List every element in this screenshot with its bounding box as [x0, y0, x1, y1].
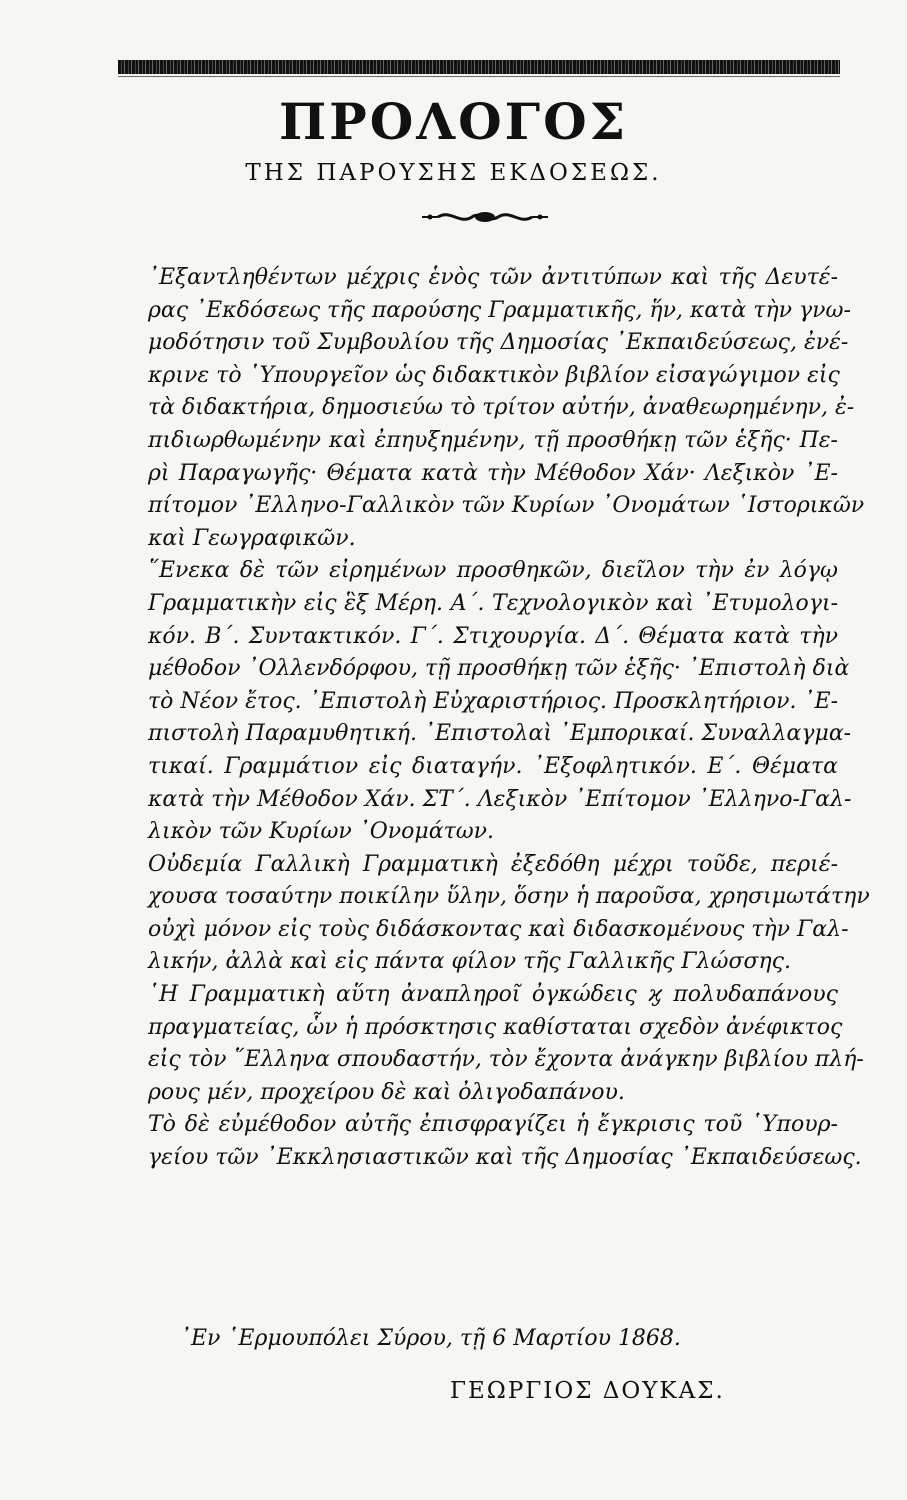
text-line: εἰς τὸν ῞Ελληνα σπουδαστήν, τὸν ἔχοντα ἀνάγκην βιβλίου πλή- [148, 1047, 864, 1073]
paragraph [148, 262, 865, 555]
text-line: κόν. Β΄. Συντακτικόν. Γ΄. Στιχουργία. Δ΄. Θέματα κατὰ τὴν [148, 623, 838, 649]
text-line: τὰ διδακτήρια, δημοσιεύω τὸ τρίτον αὐτήν, ἀναθεωρημένην, ἐ- [148, 395, 855, 421]
text-line: ῞Ενεκα δὲ τῶν εἰρημένων προσθηκῶν, διεῖλον τὴν ἐν λόγῳ [148, 558, 838, 584]
text-line: πιστολὴ Παραμυθητική. ᾿Επιστολαὶ ᾿Εμπορικαί. Συναλλαγμα- [148, 721, 852, 747]
text-line: ᾿Εξαντληθέντων μέχρις ἑνὸς τῶν ἀντιτύπων καὶ τῆς Δευτέ- [148, 265, 838, 290]
text-line: ρους μέν, προχείρου δὲ καὶ ὀλιγοδαπάνου. [148, 1079, 625, 1105]
paragraph [148, 849, 870, 979]
text-line: ρας ᾿Εκδόσεως τῆς παρούσης Γραμματικῆς, ἥν, κατὰ τὴν γνω- [148, 297, 851, 323]
text-line: Γραμματικὴν εἰς ἓξ Μέρη. Α΄. Τεχνολογικὸν καὶ ᾿Ετυμολογι- [148, 590, 838, 616]
paragraph [148, 555, 852, 848]
paragraph [148, 979, 864, 1109]
preface-body [148, 262, 870, 1175]
text-line: μοδότησιν τοῦ Συμβουλίου τῆς Δημοσίας ᾿Εκπαιδεύσεως, ἐνέ- [148, 330, 849, 356]
text-line: μέθοδον ᾿Ολλενδόρφου, τῇ προσθήκῃ τῶν ἑξῆς· ᾿Επιστολὴ διὰ [148, 656, 850, 682]
text-line: λικήν, ἀλλὰ καὶ εἰς πάντα φίλον τῆς Γαλλικῆς Γλώσσης. [148, 949, 791, 975]
page-title: ΠΡΟΛΟΓΟΣ [278, 92, 629, 151]
text-line: τὸ Νέον ἔτος. ᾿Επιστολὴ Εὐχαριστήριος. Προσκλητήριον. ᾿Ε- [148, 688, 838, 714]
text-line: κρινε τὸ ῾Υπουργεῖον ὡς διδακτικὸν βιβλίον εἰσαγώγιμον εἰς [148, 362, 840, 388]
text-line: πίτομον ᾿Ελληνο-Γαλλικὸν τῶν Κυρίων ᾿Ονομάτων ῾Ιστορικῶν [148, 493, 865, 519]
text-line: ρὶ Παραγωγῆς· Θέματα κατὰ τὴν Μέθοδον Χάν· Λεξικὸν ᾿Ε- [148, 460, 838, 486]
page-subtitle: ΤΗΣ ΠΑΡΟΥΣΗΣ ΕΚΔΟΣΕΩΣ. [245, 160, 662, 186]
text-line: γείου τῶν ᾿Εκκλησιαστικῶν καὶ τῆς Δημοσίας ᾿Εκπαιδεύσεως. [148, 1145, 862, 1171]
text-line: Τὸ δὲ εὐμέθοδον αὐτῆς ἐπισφραγίζει ἡ ἔγκρισις τοῦ ῾Υπουρ- [148, 1112, 838, 1138]
date-line: ᾿Εν ῾Ερμουπόλει Σύρου, τῇ 6 Μαρτίου 1868. [180, 1326, 681, 1351]
text-line: τικαί. Γραμμάτιον εἰς διαταγήν. ᾿Εξοφλητικόν. Ε΄. Θέματα [148, 753, 838, 779]
text-line: οὐχὶ μόνον εἰς τοὺς διδάσκοντας καὶ διδασκομένους τὴν Γαλ- [148, 916, 849, 942]
author-signature: ΓΕΩΡΓΙΟΣ ΔΟΥΚΑΣ. [450, 1378, 725, 1404]
text-line: πραγματείας, ὧν ἡ πρόσκτησις καθίσταται σχεδὸν ἀνέφικτος [148, 1014, 843, 1040]
text-line: κατὰ τὴν Μέθοδον Χάν. ΣΤ΄. Λεξικὸν ᾿Επίτομον ᾿Ελληνο-Γαλ- [148, 786, 852, 812]
text-line: Οὐδεμία Γαλλικὴ Γραμματικὴ ἐξεδόθη μέχρι τοῦδε, περιέ- [148, 851, 838, 877]
text-line: καὶ Γεωγραφικῶν. [148, 525, 356, 551]
paragraph [148, 1109, 862, 1174]
top-decorative-rule [118, 60, 840, 74]
text-line: ῾Η Γραμματικὴ αὕτη ἀναπληροῖ ὀγκώδεις ϗ πολυδαπάνους [148, 982, 838, 1008]
text-line: χουσα τοσαύτην ποικίλην ὕλην, ὅσην ἡ παροῦσα, χρησιμωτάτην [148, 884, 870, 910]
text-line: λικὸν τῶν Κυρίων ᾿Ονομάτων. [148, 819, 495, 845]
ornament-divider-icon [420, 208, 550, 226]
text-line: πιδιωρθωμένην καὶ ἐπηυξημένην, τῇ προσθήκῃ τῶν ἑξῆς· Πε- [148, 427, 838, 453]
